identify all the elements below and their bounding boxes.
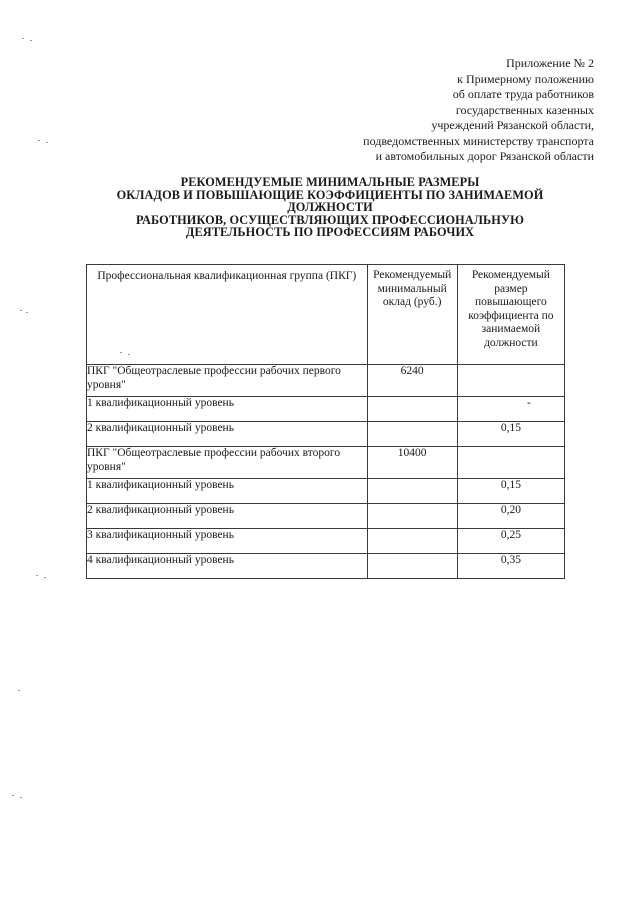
row-name: 2 квалификационный уровень (87, 504, 368, 529)
row-coefficient: - (457, 397, 564, 422)
row-name: 3 квалификационный уровень (87, 529, 368, 554)
table-row (87, 554, 565, 579)
table-header-row (87, 265, 565, 365)
appendix-line: Приложение № 2 (506, 56, 594, 70)
appendix-line: учреждений Рязанской области, (431, 118, 594, 132)
row-coefficient: 0,35 (457, 554, 564, 579)
table-row (87, 529, 565, 554)
title-line: ДОЛЖНОСТИ (287, 200, 373, 214)
row-salary (367, 479, 457, 504)
document-title (80, 176, 580, 239)
row-salary: 6240 (367, 365, 457, 397)
table-row (87, 479, 565, 504)
appendix-line: и автомобильных дорог Рязанской области (375, 149, 594, 163)
appendix-line: об оплате труда работников (452, 87, 594, 101)
row-coefficient: 0,15 (457, 422, 564, 447)
title-line: ДЕЯТЕЛЬНОСТЬ ПО ПРОФЕССИЯМ РАБОЧИХ (185, 225, 475, 239)
title-line: РЕКОМЕНДУЕМЫЕ МИНИМАЛЬНЫЕ РАЗМЕРЫ (180, 175, 480, 189)
table-row (87, 397, 565, 422)
row-name: 2 квалификационный уровень (87, 422, 368, 447)
row-salary (367, 554, 457, 579)
row-coefficient: 0,15 (457, 479, 564, 504)
appendix-note (363, 56, 594, 165)
row-name: ПКГ "Общеотраслевые профессии рабочих второго уровня" (87, 447, 368, 479)
appendix-line: к Примерному положению (457, 71, 594, 86)
header-salary: Рекомендуемый минимальный оклад (руб.) (367, 265, 457, 365)
appendix-line: подведомственных министерству транспорта (363, 133, 594, 148)
header-group: Профессиональная квалификационная группа (ПКГ) (87, 265, 368, 365)
row-salary (367, 397, 457, 422)
appendix-line: государственных казенных (455, 102, 594, 117)
table-row (87, 422, 565, 447)
row-name: 1 квалификационный уровень (87, 397, 368, 422)
header-coefficient: Рекомендуемый размер повышающего коэффициента по занимаемой должности (457, 265, 564, 365)
table-row (87, 447, 565, 479)
row-salary (367, 504, 457, 529)
table-row (87, 504, 565, 529)
salary-table (86, 264, 565, 579)
row-salary: 10400 (367, 447, 457, 479)
row-coefficient (457, 447, 564, 479)
row-name: 4 квалификационный уровень (87, 554, 368, 579)
row-coefficient: 0,20 (457, 504, 564, 529)
title-line: РАБОТНИКОВ, ОСУЩЕСТВЛЯЮЩИХ ПРОФЕССИОНАЛЬНУЮ (135, 212, 525, 227)
row-coefficient (457, 365, 564, 397)
row-salary (367, 422, 457, 447)
row-salary (367, 529, 457, 554)
table-row (87, 365, 565, 397)
row-name: ПКГ "Общеотраслевые профессии рабочих первого уровня" (87, 365, 368, 397)
title-line: ОКЛАДОВ И ПОВЫШАЮЩИЕ КОЭФФИЦИЕНТЫ ПО ЗАНИМАЕМОЙ (116, 187, 544, 202)
row-coefficient: 0,25 (457, 529, 564, 554)
row-name: 1 квалификационный уровень (87, 479, 368, 504)
